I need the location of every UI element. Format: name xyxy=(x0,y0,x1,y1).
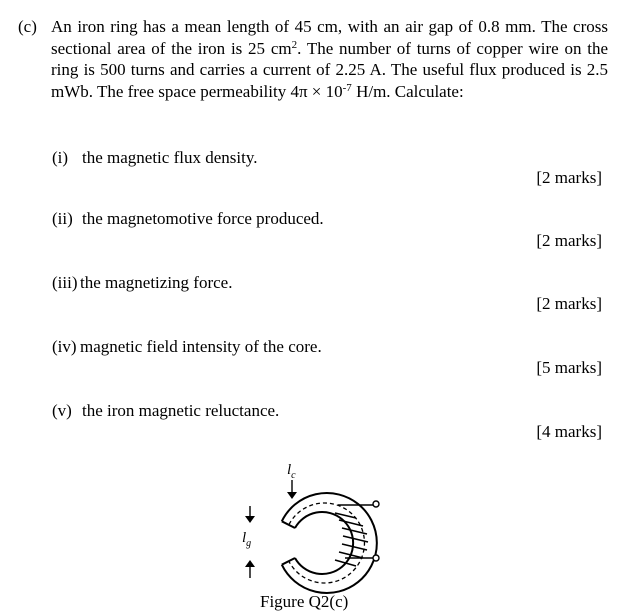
gap-face-top xyxy=(282,521,295,528)
lg-arrow-bottom-head xyxy=(245,560,255,567)
subquestion-text: magnetic field intensity of the core. xyxy=(80,337,322,356)
subquestion-ii xyxy=(52,209,324,229)
question-text-part1: An iron ring has a mean length of 45 cm, with an air gap of 0.8 mm. The cross sectional area of the iron is 25 cm xyxy=(51,17,608,58)
marks-v: [4 marks] xyxy=(536,422,602,441)
subquestion-text: the magnetizing force. xyxy=(80,273,233,292)
gap-face-bottom xyxy=(282,558,295,565)
ring-outer-edge xyxy=(282,493,377,593)
marks-iii: [2 marks] xyxy=(536,294,602,313)
question-text-part2: . The number of turns of copper wire on the ring is 500 turns and carries a current of 2.25 A. The useful flux produced is 2.5 mWb. The free space permeability 4π × 10 xyxy=(51,38,608,101)
lc-label: $l_c$ xyxy=(287,462,296,481)
marks-ii: [2 marks] xyxy=(536,231,602,250)
figure-caption: Figure Q2(c) xyxy=(260,592,349,611)
subquestion-v xyxy=(52,401,279,421)
area-unit-exponent: 2 xyxy=(291,38,298,51)
subquestion-i xyxy=(52,148,257,168)
subquestion-text: the magnetic flux density. xyxy=(82,148,258,167)
question-text-part3: H/m. Calculate: xyxy=(351,81,464,101)
terminal-bottom xyxy=(373,555,379,561)
lg-label: $l_g$ xyxy=(242,530,252,549)
subquestion-number: (ii) xyxy=(52,209,73,228)
terminal-top xyxy=(373,501,379,507)
question-c xyxy=(18,16,608,102)
subquestion-number: (iii) xyxy=(52,273,78,292)
subquestion-iii xyxy=(52,273,232,293)
subquestion-number: (i) xyxy=(52,148,69,167)
subquestion-number: (v) xyxy=(52,401,72,420)
subquestion-number: (iv) xyxy=(52,337,77,356)
subquestion-iv xyxy=(52,337,322,357)
permeability-exponent: -7 xyxy=(342,81,352,94)
question-text xyxy=(51,16,608,102)
lg-arrow-top-head xyxy=(245,516,255,523)
marks-i: [2 marks] xyxy=(536,168,602,187)
marks-iv: [5 marks] xyxy=(536,358,602,377)
subquestion-text: the magnetomotive force produced. xyxy=(82,209,324,228)
iron-ring-diagram xyxy=(225,458,395,614)
lc-arrow-head xyxy=(287,492,297,499)
subquestion-text: the iron magnetic reluctance. xyxy=(82,401,280,420)
question-label: (c) xyxy=(18,17,37,36)
